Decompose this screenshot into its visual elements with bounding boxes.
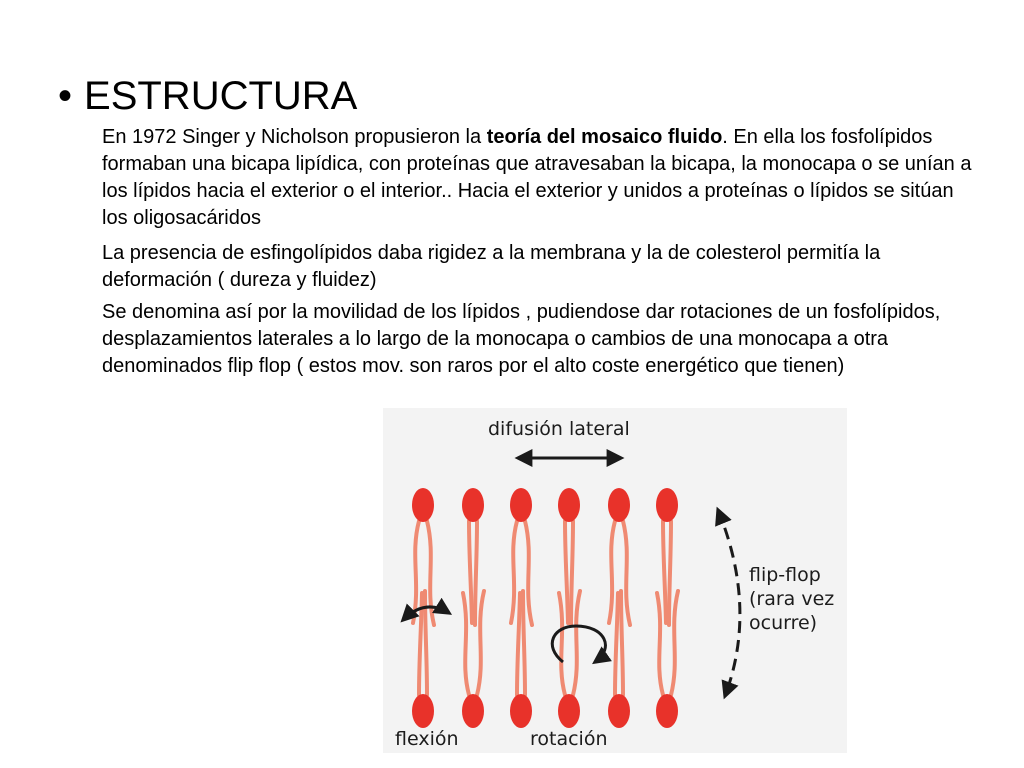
paragraph-text: En 1972 Singer y Nicholson propusieron la (102, 126, 487, 148)
lipid-tail (669, 521, 671, 625)
lipid-head-bottom-3 (558, 694, 580, 728)
flip-flop-label: flip-flop (749, 564, 821, 586)
lipid-tail (469, 521, 472, 623)
lipid-tail (559, 593, 565, 695)
paragraph-lipid-mobility: Se denomina así por la movilidad de los lípidos , pudiendose dar rotaciones de un fosfolípidos, desplazamientos laterales a lo largo de la monocapa o cambios de una monocapa a otra denominados flip flop ( estos mov. son raros por el alto coste energético que tienen) (102, 301, 941, 377)
lipid-head-bottom-0 (412, 694, 434, 728)
flip-flop-arrow (718, 510, 740, 696)
lipid-head-top-1 (462, 488, 484, 522)
lipid-tail (623, 521, 630, 625)
flexion-label: flexión (395, 728, 459, 750)
lipid-head-top-3 (558, 488, 580, 522)
lipid-tail (657, 593, 663, 695)
paragraph-text: . En ella los fosfolípidos formaban una bicapa lipídica, con proteínas que atravesaban la bicapa, la monocapa o se unían a los lípidos hacia el exterior o el interior.. Hacia el exterior y unidos a proteínas o lípidos se sitúan los oligosacáridos (102, 126, 972, 229)
paragraph-sphingolipids: La presencia de esfingolípidos daba rigidez a la membrana y la de colesterol permitía la deformación ( dureza y fluidez) (102, 242, 881, 291)
lipid-tail (615, 593, 618, 695)
lipid-head-bottom-5 (656, 694, 678, 728)
lipid-tail (573, 591, 580, 695)
lipid-tail (525, 521, 532, 625)
slide-heading (58, 72, 357, 120)
lipid-tail (413, 521, 419, 623)
lipid-tail (517, 593, 520, 695)
lipid-tail (427, 521, 434, 625)
lipid-head-top-4 (608, 488, 630, 522)
lipid-tail (477, 591, 484, 695)
flip-flop-label-line2: (rara vez (749, 588, 835, 610)
lipid-tail (463, 593, 469, 695)
flip-flop-label-line3: ocurre) (749, 612, 818, 634)
lipid-head-top-0 (412, 488, 434, 522)
lipid-head-bottom-4 (608, 694, 630, 728)
bullet-icon: • (58, 74, 73, 118)
lipid-tail (571, 521, 573, 625)
lipid-tail (663, 521, 666, 623)
rotation-label: rotación (530, 728, 608, 750)
lipid-head-bottom-1 (462, 694, 484, 728)
lipid-tail (609, 521, 615, 623)
lipid-head-top-2 (510, 488, 532, 522)
bold-term: teoría del mosaico fluido (486, 126, 723, 148)
lipid-tail (523, 591, 525, 695)
lipid-tail (671, 591, 678, 695)
lipid-tail (511, 521, 517, 623)
lipid-tail (621, 591, 623, 695)
heading-text: ESTRUCTURA (84, 74, 358, 118)
lipid-tail (565, 521, 568, 623)
lipid-bilayer-figure (383, 408, 847, 753)
lateral-diffusion-label: difusión lateral (488, 418, 630, 440)
lipid-head-top-5 (656, 488, 678, 522)
paragraph-fluid-mosaic (102, 124, 982, 232)
phospholipids (412, 488, 678, 728)
lipid-tail (475, 521, 477, 625)
lipid-head-bottom-2 (510, 694, 532, 728)
